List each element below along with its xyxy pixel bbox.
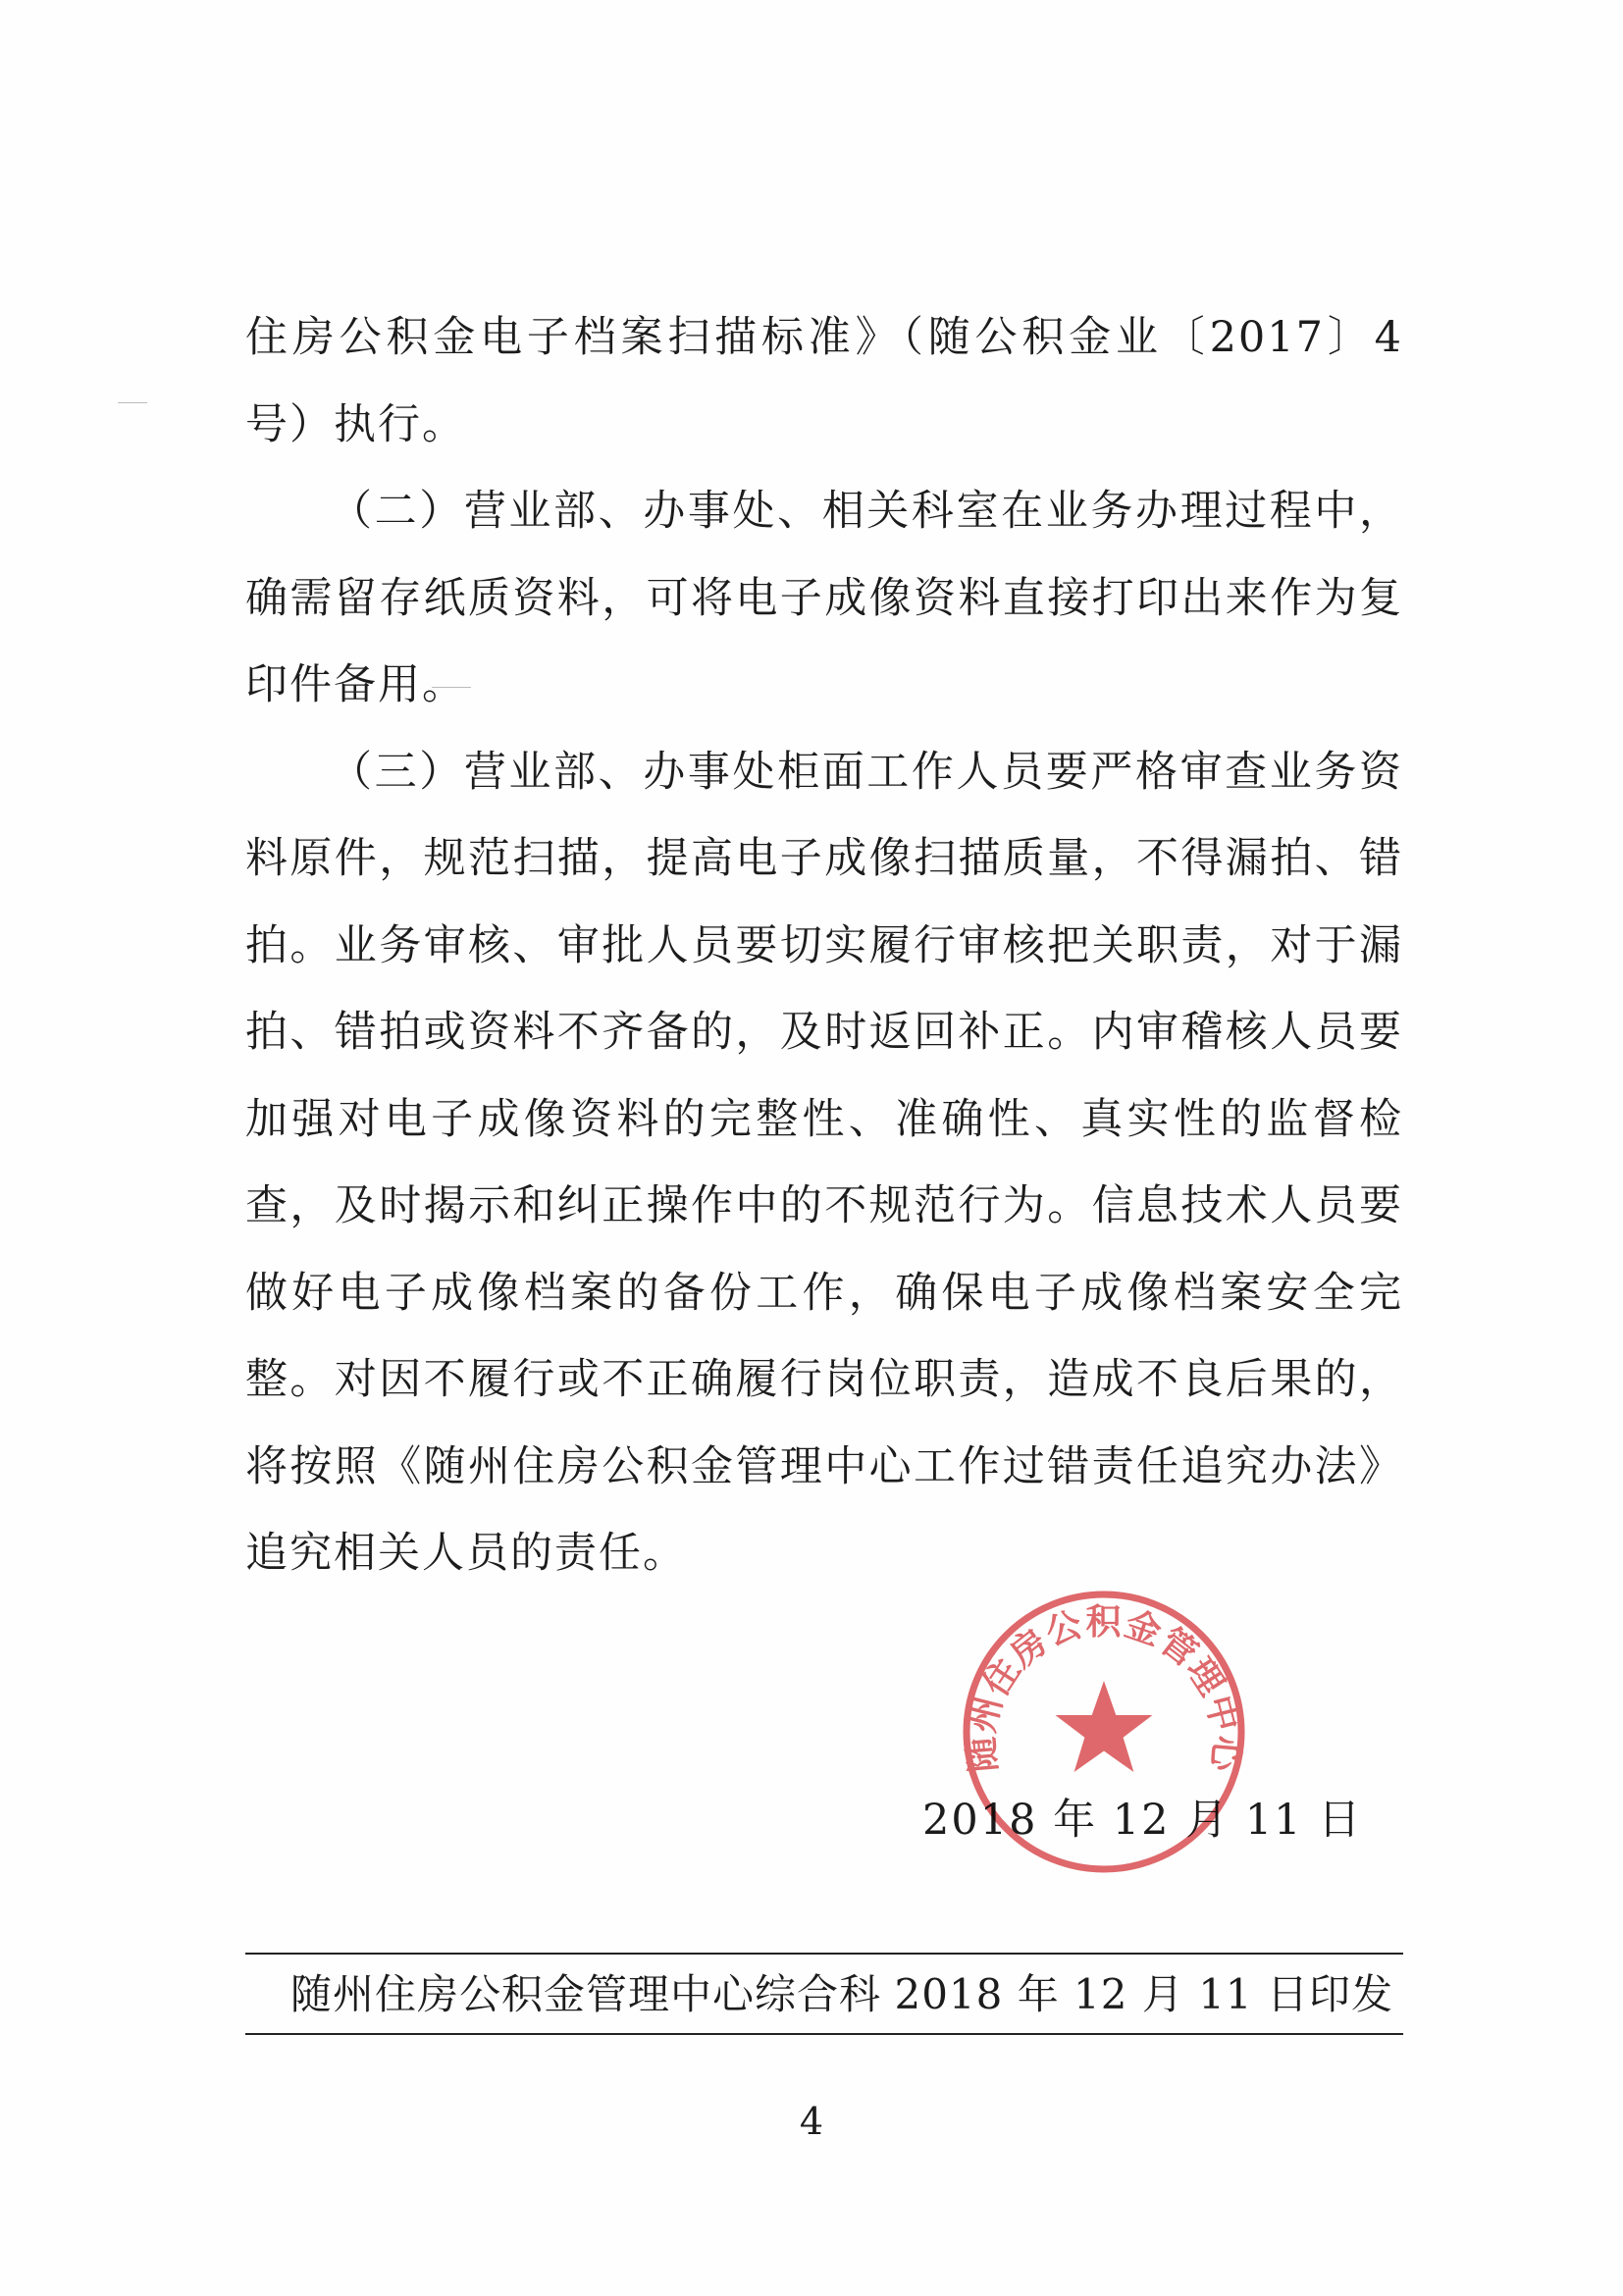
print-issuer: 随州住房公积金管理中心综合科 — [290, 1970, 882, 2018]
signature-date: 2018 年 12 月 11 日 — [922, 1796, 1363, 1845]
footer-rule-top — [245, 1953, 1403, 1955]
print-info — [245, 1970, 1403, 2019]
body-paragraph-1: 住房公积金电子档案扫描标准》（随公积金业〔2017〕4 号）执行。 — [245, 313, 1403, 449]
body-paragraph-3: （三）营业部、办事处柜面工作人员要严格审查业务资料原件，规范扫描，提高电子成像扫描质量，不得漏拍、错拍。业务审核、审批人员要切实履行审核把关职责，对于漏拍、错拍或资料不齐备的，及时返回补正。内审稽核人员要加强对电子成像资料的完整性、准确性、真实性的监督检查，及时揭示和纠正操作中的不规范行为。信息技术人员要做好电子成像档案的备份工作，确保电子成像档案安全完整。对因不履行或不正确履行岗位职责，造成不良后果的，将按照《随州住房公积金管理中心工作过错责任追究办法》追究相关人员的责任。 — [245, 747, 1403, 1578]
page-number: 4 — [799, 2100, 824, 2143]
official-seal — [957, 1585, 1251, 1879]
scan-artifact — [118, 402, 147, 403]
document-body — [245, 294, 1403, 1597]
seal-star-icon — [1056, 1681, 1153, 1772]
seal-text: 随州住房公积金管理中心 — [961, 1602, 1247, 1774]
print-date: 2018 年 12 月 11 日印发 — [894, 1970, 1393, 2018]
footer-rule-bottom — [245, 2033, 1403, 2035]
body-paragraph-2: （二）营业部、办事处、相关科室在业务办理过程中，确需留存纸质资料，可将电子成像资料直接打印出来作为复印件备用。 — [245, 487, 1403, 709]
